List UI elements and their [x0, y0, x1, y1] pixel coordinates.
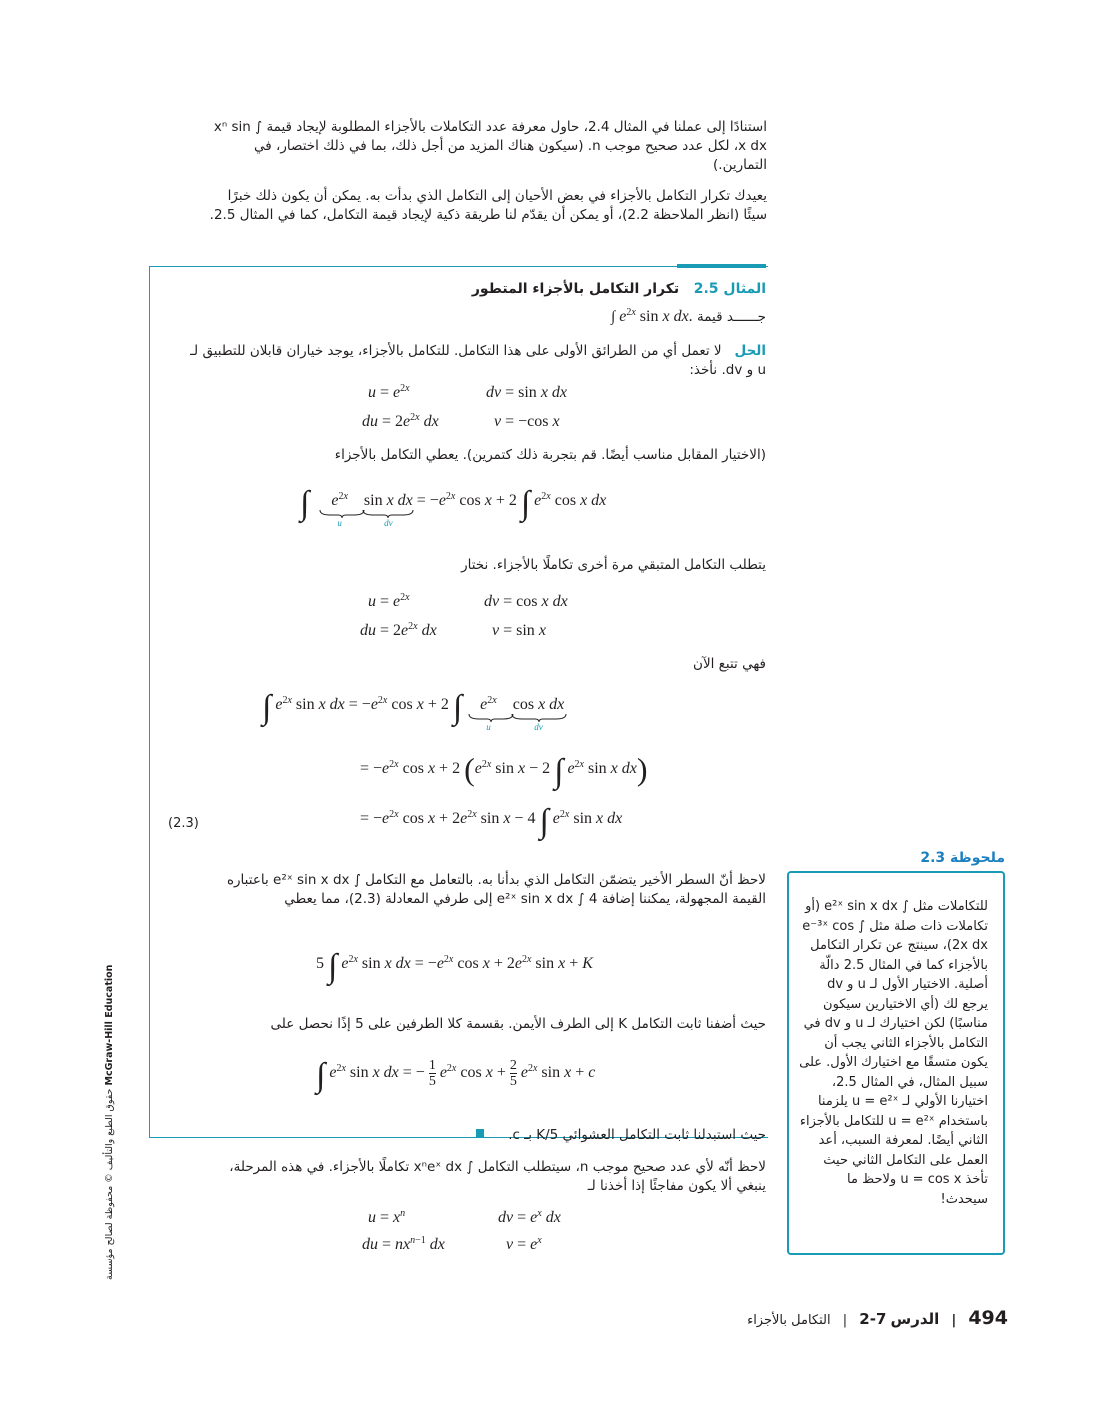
- choice2-v: v = sin x: [492, 622, 546, 639]
- intro-paragraph-2-text: يعيدك تكرار التكامل بالأجزاء في بعض الأحيان إلى التكامل الذي بدأت به. يمكن أن يكون ذلك خبرًا سيئًا (انظر الملاحظة 2.2)، أو يمكن أن يقدّم لنا طريقة ذكية لإيجاد قيمة التكامل، كما في المثال 2.5.: [209, 188, 767, 223]
- example-label: المثال 2.5: [693, 281, 766, 297]
- lesson-number: 7-2: [859, 1310, 887, 1328]
- page-footer: [700, 1307, 1008, 1329]
- example-header: [300, 281, 766, 297]
- lesson-label: الدرس: [890, 1310, 940, 1328]
- solution-text: لا تعمل أي من الطرائق الأولى على هذا التكامل. للتكامل بالأجزاء، يوجد خياران قابلان للتطبيق لـ u و dv. نأخذ:: [190, 343, 766, 378]
- choice2-dv: dv = cos x dx: [484, 593, 568, 610]
- follows-text: [560, 655, 766, 674]
- equation-line-3: = $-e^{2x}$ $\cos x + 2e^{2x}$ sin x − 4 ∫ $e^{2x}$ sin x dx: [360, 803, 623, 840]
- copyright-text: حقوق الطبع والتأليف © محفوظة لصالح مؤسسة: [104, 1088, 115, 1280]
- solution-paragraph: [190, 342, 766, 380]
- example-title: تكرار التكامل بالأجزاء المتطور: [471, 281, 680, 297]
- example-top-bar: [677, 264, 766, 268]
- example-find: [400, 308, 766, 326]
- replaced-paragraph: [492, 1126, 766, 1145]
- solution-label: الحل: [734, 343, 766, 359]
- note-body: [798, 897, 988, 1209]
- equation-number: [168, 816, 199, 831]
- copyright-brand: McGraw-Hill Education: [104, 964, 115, 1086]
- after-text: لاحظ أنّه لأي عدد صحيح موجب n، سيتطلب التكامل ∫ xⁿeˣ dx تكاملًا بالأجزاء. في هذه المرحلة، ينبغي ألا يكون مفاجئًا إذا أخذنا لـ: [229, 1159, 766, 1194]
- again-text: [300, 556, 766, 575]
- equation-five: 5 ∫ $e^{2x}$ sin x dx = $-e^{2x}$ $\cos x + 2e^{2x}$ sin x + K: [316, 948, 593, 985]
- brace-dv-2-label: dv: [534, 722, 543, 732]
- example-find-text: جــــــد قيمة: [696, 309, 766, 325]
- added-paragraph: [205, 1015, 766, 1034]
- added-text: حيث أضفنا ثابت التكامل K إلى الطرف الأيمن. بقسمة كلا الطرفين على 5 إذًا نحصل على: [270, 1016, 766, 1032]
- choice3-v: $v = e^x$: [506, 1235, 542, 1253]
- brace-u-1-label: u: [337, 518, 342, 528]
- lesson-title: التكامل بالأجزاء: [747, 1313, 831, 1328]
- choice3-u: $u = x^n$: [368, 1208, 406, 1226]
- equation-parts-1: ∫ $e^{2x}$ u sin x dx dv = $-e^{2x}$ cos x + 2 ∫ $e^{2x}$ cos x dx: [300, 485, 607, 528]
- note-title-text: ملحوظة 2.3: [920, 850, 1005, 866]
- brace-dv-1: sin x dx dv: [363, 492, 413, 528]
- brace-u-2: $e^{2x}$ u: [480, 696, 497, 714]
- intro-paragraph-2: [205, 187, 767, 225]
- brace-u-1: $e^{2x}$ u: [331, 492, 348, 510]
- brace-u-2-label: u: [486, 722, 491, 732]
- choice2-du: du = $2e^{2x}$ dx: [360, 621, 437, 639]
- choice1-du: du = $2e^{2x}$ dx: [362, 412, 439, 430]
- end-of-example-mark: [476, 1129, 484, 1137]
- alt-choice-text-span: (الاختيار المقابل مناسب أيضًا. قم بتجربة ذلك كتمرين). يعطي التكامل بالأجزاء: [334, 447, 766, 463]
- equation-line-2: = $-e^{2x}$ cos x + 2 ($e^{2x}$ sin x − 2 ∫ $e^{2x}$ sin x dx): [360, 751, 648, 790]
- again-text-span: يتطلب التكامل المتبقي مرة أخرى تكاملًا بالأجزاء. نختار: [461, 557, 766, 573]
- page-number: 494: [968, 1307, 1008, 1329]
- choice3-du: du = $nx^{n-1}$ dx: [362, 1235, 445, 1253]
- copyright-vertical: [104, 964, 115, 1280]
- observe-text: لاحظ أنّ السطر الأخير يتضمّن التكامل الذي بدأنا به. بالتعامل مع التكامل ∫ e²ˣ sin x dx باعتباره القيمة المجهولة، يمكننا إضافة 4 ∫ e²ˣ sin x dx إلى طرفي المعادلة (2.3)، مما يعطي: [226, 872, 766, 907]
- alt-choice-text: [250, 446, 766, 465]
- find-integral: ∫ $e^{2x}$ sin x dx.: [611, 307, 693, 325]
- note-body-text: للتكاملات مثل ∫ e²ˣ sin x dx (أو تكاملات ذات صلة مثل ∫ e⁻³ˣ cos 2x dx)، سينتج عن تكرار التكامل بالأجزاء كما في المثال 2.5 دالّة أصلية. الاختيار الأول لـ u و dv يرجع لك (أي الاختيارين سيكون مناسبًا) لكن اختيارك لـ u و dv في التكامل بالأجزاء الثاني يجب أن يكون متسقًا مع اختيارك الأول. على سبيل المثال، في المثال 2.5، اختيارنا الأولي لـ u = e²ˣ يلزمنا باستخدام u = e²ˣ للتكامل بالأجزاء الثاني أيضًا. لمعرفة السبب، أعد العمل على التكامل الثاني حيث تأخذ u = cos x ولاحظ ما سيحدث!: [799, 899, 988, 1207]
- choice1-dv: dv = sin x dx: [486, 384, 568, 401]
- equation-number-text: (2.3): [168, 816, 199, 831]
- equation-final: ∫ $e^{2x}$ sin x dx = − $\frac{1}{5}$ $e^{2x}$ cos x + $\frac{2}{5}$ $e^{2x}$ sin x + c: [316, 1057, 596, 1095]
- intro-paragraph-1-text: استنادًا إلى عملنا في المثال 2.4، حاول معرفة عدد التكاملات بالأجزاء المطلوبة لإيجاد قيمة ∫ xⁿ sin x dx، لكل عدد صحيح موجب n. (سيكون هناك المزيد من أجل ذلك، بما في ذلك اختصار، في التمارين.): [213, 119, 767, 173]
- footer-sep-2: |: [842, 1313, 848, 1328]
- choice1-u: $u = e^{2x}$: [368, 383, 410, 401]
- follows-text-span: فهي تتبع الآن: [693, 656, 766, 672]
- intro-paragraph-1: [205, 118, 767, 175]
- choice3-dv: dv = $e^x$ dx: [498, 1208, 561, 1226]
- equation-line-1: ∫ $e^{2x}$ sin x dx = $-e^{2x}$ cos x + 2 ∫ $e^{2x}$ u cos x dx dv: [262, 689, 565, 732]
- choice1-v: v = −cos x: [494, 413, 560, 430]
- brace-dv-2: cos x dx dv: [512, 696, 565, 732]
- choice2-u: $u = e^{2x}$: [368, 592, 410, 610]
- replaced-text: حيث استبدلنا ثابت التكامل العشوائي K/5 بـ c.: [508, 1127, 766, 1143]
- footer-sep-1: |: [951, 1313, 957, 1328]
- note-title: [880, 850, 1005, 866]
- observe-paragraph: [190, 871, 766, 909]
- brace-dv-1-label: dv: [384, 518, 393, 528]
- after-paragraph: [205, 1158, 766, 1196]
